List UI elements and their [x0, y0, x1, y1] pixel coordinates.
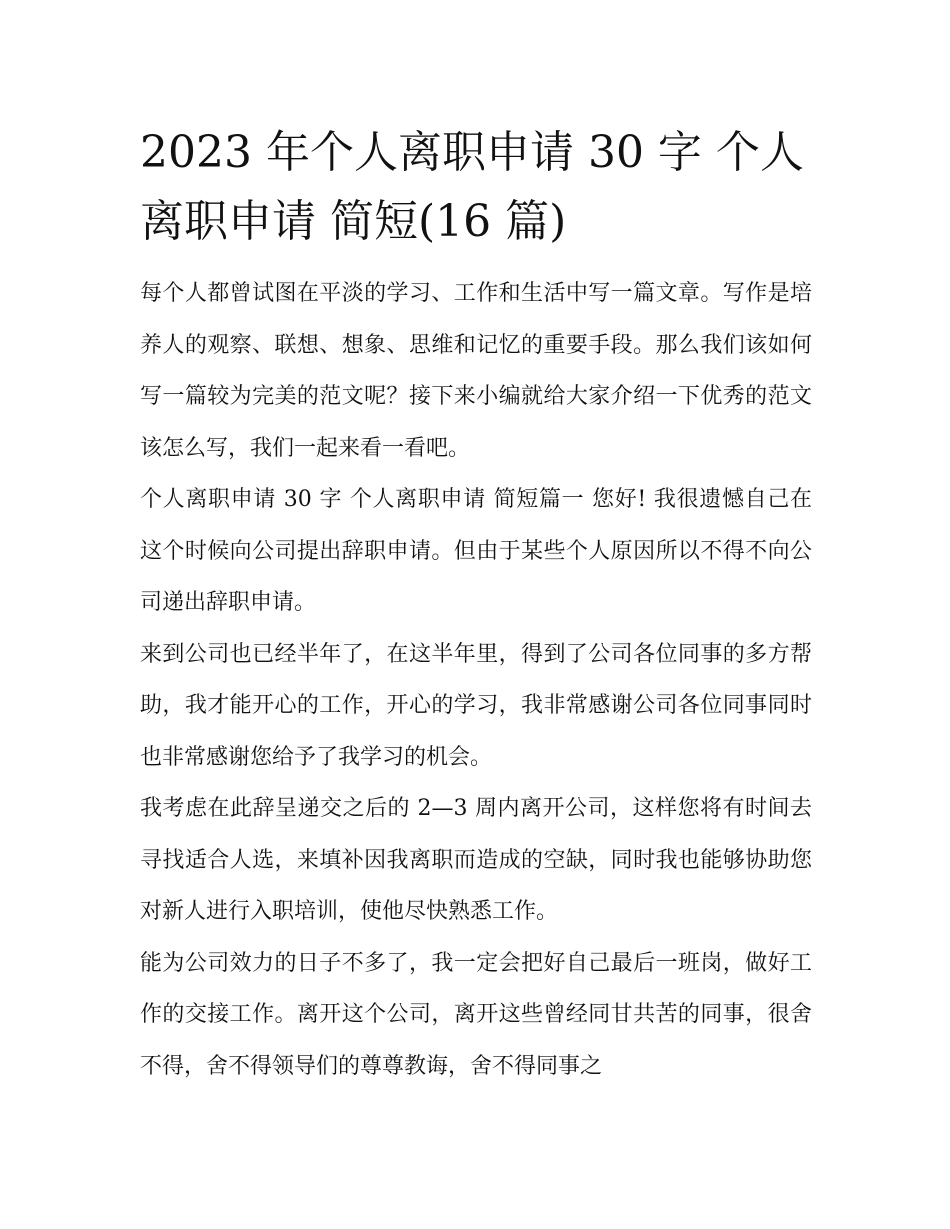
document-content [140, 118, 812, 1092]
document-body [140, 268, 812, 1092]
paragraph-gratitude: 来到公司也已经半年了，在这半年里，得到了公司各位同事的多方帮助，我才能开心的工作，开心的学习，我非常感谢公司各位同事同时也非常感谢您给予了我学习的机会。 [140, 641, 812, 770]
document-title: 2023 年个人离职申请 30 字 个人离职申请 简短(16 篇) [140, 127, 804, 247]
paragraph-intro: 每个人都曾试图在平淡的学习、工作和生活中写一篇文章。写作是培养人的观察、联想、想象、思维和记忆的重要手段。那么我们该如何写一篇较为完美的范文呢？接下来小编就给大家介绍一下优秀的范文该怎么写，我们一起来看一看吧。 [140, 281, 812, 461]
paragraph-timeline: 我考虑在此辞呈递交之后的 2—3 周内离开公司，这样您将有时间去寻找适合人选，来填补因我离职而造成的空缺，同时我也能够协助您对新人进行入职培训，使他尽快熟悉工作。 [140, 796, 812, 924]
paragraph-farewell: 能为公司效力的日子不多了，我一定会把好自己最后一班岗，做好工作的交接工作。离开这个公司，离开这些曾经同甘共苦的同事，很舍不得，舍不得领导们的尊尊教诲，舍不得同事之 [140, 950, 812, 1079]
paragraph-opening: 个人离职申请 30 字 个人离职申请 简短篇一 您好! 我很遗憾自己在这个时候向公司提出辞职申请。但由于某些个人原因所以不得不向公司递出辞职申请。 [140, 487, 812, 615]
